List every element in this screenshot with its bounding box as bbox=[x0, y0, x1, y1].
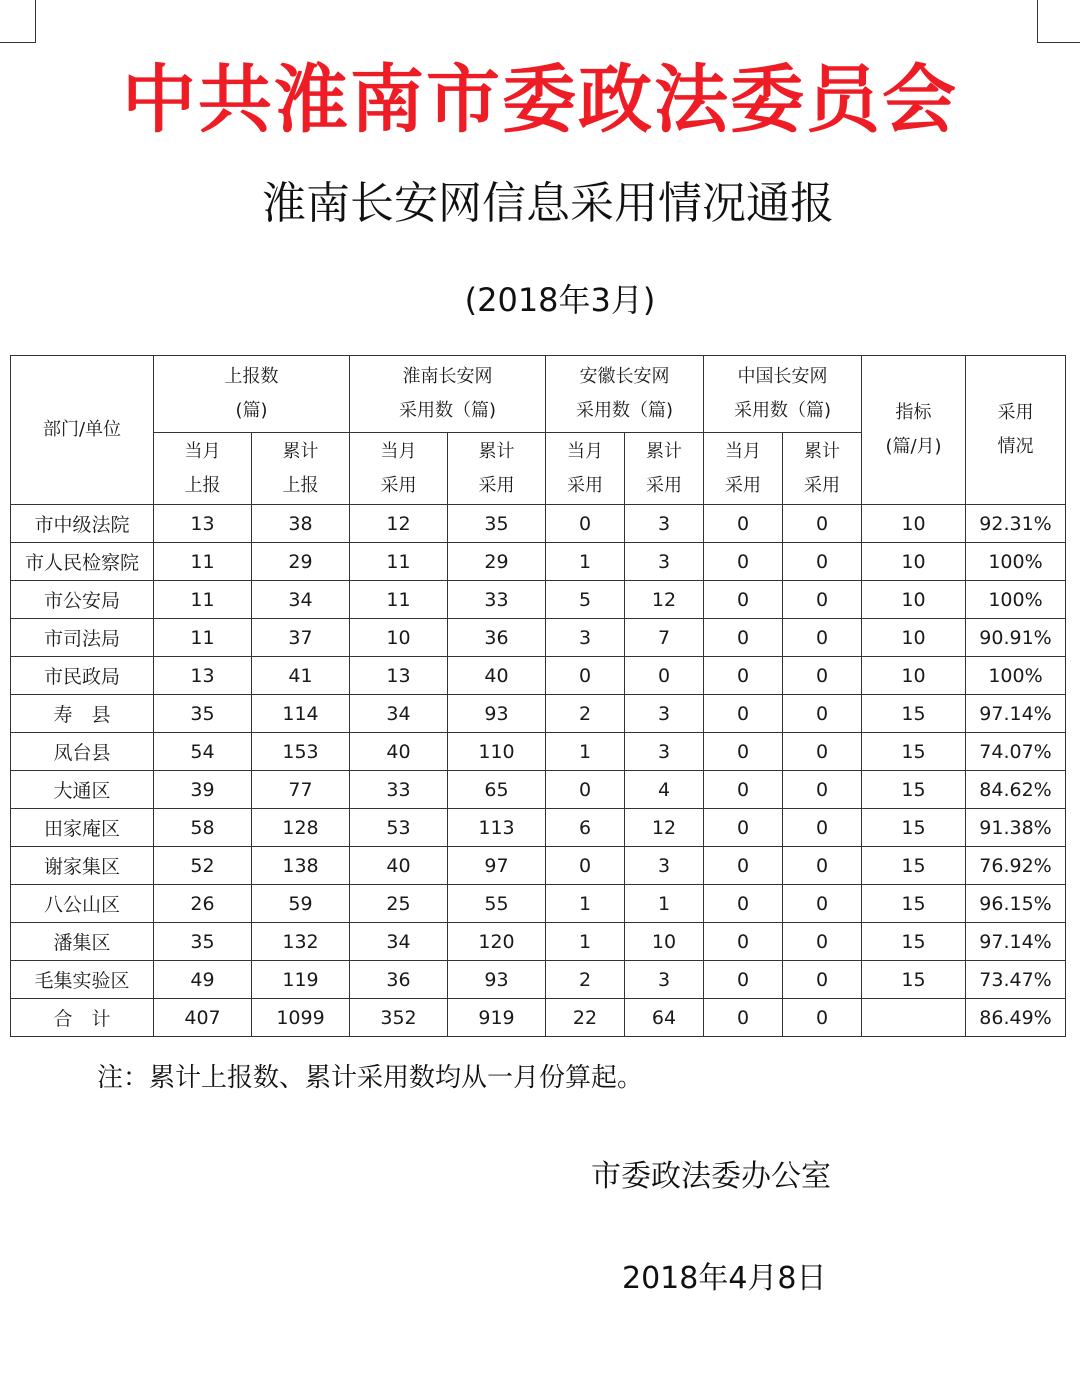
value-cell: 54 bbox=[154, 733, 252, 771]
value-cell: 15 bbox=[862, 695, 966, 733]
dept-cell: 市人民检察院 bbox=[11, 543, 154, 581]
value-cell: 3 bbox=[625, 961, 704, 999]
footnote: 注：累计上报数、累计采用数均从一月份算起。 bbox=[97, 1063, 644, 1093]
value-cell: 55 bbox=[448, 885, 546, 923]
dept-cell: 大通区 bbox=[11, 771, 154, 809]
value-cell: 0 bbox=[704, 505, 783, 543]
value-cell: 40 bbox=[448, 657, 546, 695]
value-cell: 92.31% bbox=[966, 505, 1066, 543]
value-cell: 15 bbox=[862, 961, 966, 999]
value-cell: 5 bbox=[546, 581, 625, 619]
value-cell: 0 bbox=[704, 619, 783, 657]
value-cell: 0 bbox=[704, 581, 783, 619]
value-cell: 3 bbox=[625, 543, 704, 581]
value-cell: 29 bbox=[448, 543, 546, 581]
crop-mark-top-right bbox=[1037, 0, 1080, 43]
value-cell: 74.07% bbox=[966, 733, 1066, 771]
header-china: 中国长安网 采用数（篇) bbox=[704, 356, 862, 433]
value-cell: 97.14% bbox=[966, 695, 1066, 733]
value-cell: 40 bbox=[350, 733, 448, 771]
dept-cell: 合 计 bbox=[11, 999, 154, 1037]
value-cell: 10 bbox=[350, 619, 448, 657]
value-cell: 0 bbox=[783, 619, 862, 657]
value-cell: 35 bbox=[154, 695, 252, 733]
header-huainan: 淮南长安网 采用数（篇) bbox=[350, 356, 546, 433]
table-row bbox=[11, 581, 1066, 619]
adoption-report-table bbox=[10, 355, 1066, 1037]
value-cell: 0 bbox=[783, 581, 862, 619]
subheader-cell: 当月 采用 bbox=[704, 433, 783, 505]
value-cell: 3 bbox=[625, 695, 704, 733]
value-cell: 0 bbox=[704, 961, 783, 999]
value-cell: 0 bbox=[783, 961, 862, 999]
value-cell: 6 bbox=[546, 809, 625, 847]
subheader-cell: 累计 采用 bbox=[448, 433, 546, 505]
value-cell: 33 bbox=[350, 771, 448, 809]
value-cell: 1 bbox=[546, 885, 625, 923]
dept-cell: 田家庵区 bbox=[11, 809, 154, 847]
value-cell: 0 bbox=[783, 771, 862, 809]
value-cell: 1 bbox=[546, 543, 625, 581]
value-cell: 90.91% bbox=[966, 619, 1066, 657]
crop-mark-top-left bbox=[0, 0, 36, 43]
value-cell: 96.15% bbox=[966, 885, 1066, 923]
value-cell: 113 bbox=[448, 809, 546, 847]
value-cell: 35 bbox=[448, 505, 546, 543]
value-cell: 15 bbox=[862, 923, 966, 961]
subheader-cell: 当月 上报 bbox=[154, 433, 252, 505]
value-cell: 12 bbox=[350, 505, 448, 543]
value-cell: 1 bbox=[546, 923, 625, 961]
value-cell: 97 bbox=[448, 847, 546, 885]
value-cell: 13 bbox=[154, 657, 252, 695]
value-cell: 34 bbox=[252, 581, 350, 619]
header-adoption: 采用 情况 bbox=[966, 356, 1066, 505]
value-cell: 0 bbox=[546, 771, 625, 809]
value-cell: 407 bbox=[154, 999, 252, 1037]
value-cell: 919 bbox=[448, 999, 546, 1037]
value-cell: 97.14% bbox=[966, 923, 1066, 961]
value-cell: 0 bbox=[783, 923, 862, 961]
subheader-cell: 累计 上报 bbox=[252, 433, 350, 505]
table-row bbox=[11, 847, 1066, 885]
value-cell: 34 bbox=[350, 695, 448, 733]
signature-date: 2018年4月8日 bbox=[622, 1261, 827, 1296]
report-title: 淮南长安网信息采用情况通报 bbox=[262, 178, 834, 229]
value-cell: 0 bbox=[783, 505, 862, 543]
value-cell: 37 bbox=[252, 619, 350, 657]
report-period: (2018年3月) bbox=[464, 281, 656, 319]
value-cell: 11 bbox=[350, 581, 448, 619]
value-cell: 3 bbox=[625, 733, 704, 771]
table-body bbox=[11, 505, 1066, 1037]
subheader-cell: 当月 采用 bbox=[350, 433, 448, 505]
value-cell: 0 bbox=[783, 999, 862, 1037]
value-cell: 4 bbox=[625, 771, 704, 809]
value-cell: 10 bbox=[862, 543, 966, 581]
value-cell: 0 bbox=[546, 657, 625, 695]
table-row bbox=[11, 657, 1066, 695]
value-cell: 26 bbox=[154, 885, 252, 923]
value-cell: 73.47% bbox=[966, 961, 1066, 999]
value-cell: 0 bbox=[783, 847, 862, 885]
subheader-cell: 累计 采用 bbox=[783, 433, 862, 505]
value-cell: 13 bbox=[154, 505, 252, 543]
value-cell: 1 bbox=[625, 885, 704, 923]
value-cell: 11 bbox=[154, 543, 252, 581]
value-cell: 120 bbox=[448, 923, 546, 961]
value-cell: 41 bbox=[252, 657, 350, 695]
value-cell: 1099 bbox=[252, 999, 350, 1037]
value-cell: 91.38% bbox=[966, 809, 1066, 847]
value-cell: 93 bbox=[448, 961, 546, 999]
value-cell: 0 bbox=[704, 695, 783, 733]
header-dept: 部门/单位 bbox=[11, 356, 154, 505]
value-cell: 13 bbox=[350, 657, 448, 695]
value-cell: 0 bbox=[704, 923, 783, 961]
value-cell: 0 bbox=[783, 695, 862, 733]
value-cell: 132 bbox=[252, 923, 350, 961]
value-cell: 49 bbox=[154, 961, 252, 999]
table-row bbox=[11, 695, 1066, 733]
value-cell: 34 bbox=[350, 923, 448, 961]
value-cell bbox=[862, 999, 966, 1037]
value-cell: 15 bbox=[862, 885, 966, 923]
header-anhui: 安徽长安网 采用数（篇) bbox=[546, 356, 704, 433]
dept-cell: 市民政局 bbox=[11, 657, 154, 695]
dept-cell: 寿 县 bbox=[11, 695, 154, 733]
value-cell: 3 bbox=[546, 619, 625, 657]
value-cell: 15 bbox=[862, 771, 966, 809]
header-quota: 指标 (篇/月) bbox=[862, 356, 966, 505]
header-reported: 上报数 (篇) bbox=[154, 356, 350, 433]
value-cell: 29 bbox=[252, 543, 350, 581]
value-cell: 100% bbox=[966, 581, 1066, 619]
dept-cell: 凤台县 bbox=[11, 733, 154, 771]
value-cell: 0 bbox=[625, 657, 704, 695]
value-cell: 59 bbox=[252, 885, 350, 923]
value-cell: 52 bbox=[154, 847, 252, 885]
value-cell: 22 bbox=[546, 999, 625, 1037]
value-cell: 153 bbox=[252, 733, 350, 771]
value-cell: 15 bbox=[862, 733, 966, 771]
value-cell: 0 bbox=[704, 885, 783, 923]
value-cell: 0 bbox=[546, 505, 625, 543]
value-cell: 33 bbox=[448, 581, 546, 619]
value-cell: 0 bbox=[783, 657, 862, 695]
value-cell: 10 bbox=[862, 619, 966, 657]
dept-cell: 八公山区 bbox=[11, 885, 154, 923]
value-cell: 38 bbox=[252, 505, 350, 543]
value-cell: 12 bbox=[625, 581, 704, 619]
value-cell: 77 bbox=[252, 771, 350, 809]
table-row bbox=[11, 809, 1066, 847]
value-cell: 110 bbox=[448, 733, 546, 771]
value-cell: 114 bbox=[252, 695, 350, 733]
value-cell: 0 bbox=[783, 885, 862, 923]
signature-org: 市委政法委办公室 bbox=[591, 1159, 831, 1194]
value-cell: 86.49% bbox=[966, 999, 1066, 1037]
table-row bbox=[11, 961, 1066, 999]
value-cell: 64 bbox=[625, 999, 704, 1037]
table-row bbox=[11, 733, 1066, 771]
value-cell: 128 bbox=[252, 809, 350, 847]
value-cell: 10 bbox=[862, 657, 966, 695]
value-cell: 84.62% bbox=[966, 771, 1066, 809]
value-cell: 0 bbox=[783, 733, 862, 771]
value-cell: 76.92% bbox=[966, 847, 1066, 885]
dept-cell: 谢家集区 bbox=[11, 847, 154, 885]
value-cell: 11 bbox=[350, 543, 448, 581]
value-cell: 10 bbox=[862, 505, 966, 543]
table-row bbox=[11, 543, 1066, 581]
value-cell: 2 bbox=[546, 961, 625, 999]
dept-cell: 毛集实验区 bbox=[11, 961, 154, 999]
value-cell: 100% bbox=[966, 543, 1066, 581]
value-cell: 10 bbox=[862, 581, 966, 619]
subheader-cell: 累计 采用 bbox=[625, 433, 704, 505]
value-cell: 39 bbox=[154, 771, 252, 809]
value-cell: 12 bbox=[625, 809, 704, 847]
table-row bbox=[11, 885, 1066, 923]
value-cell: 0 bbox=[783, 543, 862, 581]
value-cell: 15 bbox=[862, 847, 966, 885]
value-cell: 0 bbox=[546, 847, 625, 885]
value-cell: 1 bbox=[546, 733, 625, 771]
dept-cell: 市司法局 bbox=[11, 619, 154, 657]
value-cell: 11 bbox=[154, 581, 252, 619]
value-cell: 0 bbox=[704, 733, 783, 771]
value-cell: 0 bbox=[704, 771, 783, 809]
value-cell: 0 bbox=[704, 543, 783, 581]
dept-cell: 市公安局 bbox=[11, 581, 154, 619]
value-cell: 100% bbox=[966, 657, 1066, 695]
subheader-cell: 当月 采用 bbox=[546, 433, 625, 505]
value-cell: 11 bbox=[154, 619, 252, 657]
value-cell: 138 bbox=[252, 847, 350, 885]
value-cell: 119 bbox=[252, 961, 350, 999]
table-row bbox=[11, 505, 1066, 543]
table-row bbox=[11, 923, 1066, 961]
value-cell: 15 bbox=[862, 809, 966, 847]
value-cell: 0 bbox=[704, 657, 783, 695]
value-cell: 3 bbox=[625, 505, 704, 543]
table-header-row bbox=[11, 356, 1066, 433]
value-cell: 36 bbox=[448, 619, 546, 657]
value-cell: 0 bbox=[704, 847, 783, 885]
table-row bbox=[11, 619, 1066, 657]
value-cell: 3 bbox=[625, 847, 704, 885]
value-cell: 25 bbox=[350, 885, 448, 923]
document-header-title: 中共淮南市委政法委员会 bbox=[122, 57, 958, 143]
value-cell: 35 bbox=[154, 923, 252, 961]
value-cell: 0 bbox=[704, 999, 783, 1037]
value-cell: 58 bbox=[154, 809, 252, 847]
value-cell: 7 bbox=[625, 619, 704, 657]
value-cell: 53 bbox=[350, 809, 448, 847]
value-cell: 0 bbox=[704, 809, 783, 847]
value-cell: 36 bbox=[350, 961, 448, 999]
dept-cell: 市中级法院 bbox=[11, 505, 154, 543]
value-cell: 65 bbox=[448, 771, 546, 809]
value-cell: 0 bbox=[783, 809, 862, 847]
table-row bbox=[11, 771, 1066, 809]
dept-cell: 潘集区 bbox=[11, 923, 154, 961]
value-cell: 2 bbox=[546, 695, 625, 733]
value-cell: 352 bbox=[350, 999, 448, 1037]
value-cell: 40 bbox=[350, 847, 448, 885]
table-row bbox=[11, 999, 1066, 1037]
value-cell: 10 bbox=[625, 923, 704, 961]
value-cell: 93 bbox=[448, 695, 546, 733]
